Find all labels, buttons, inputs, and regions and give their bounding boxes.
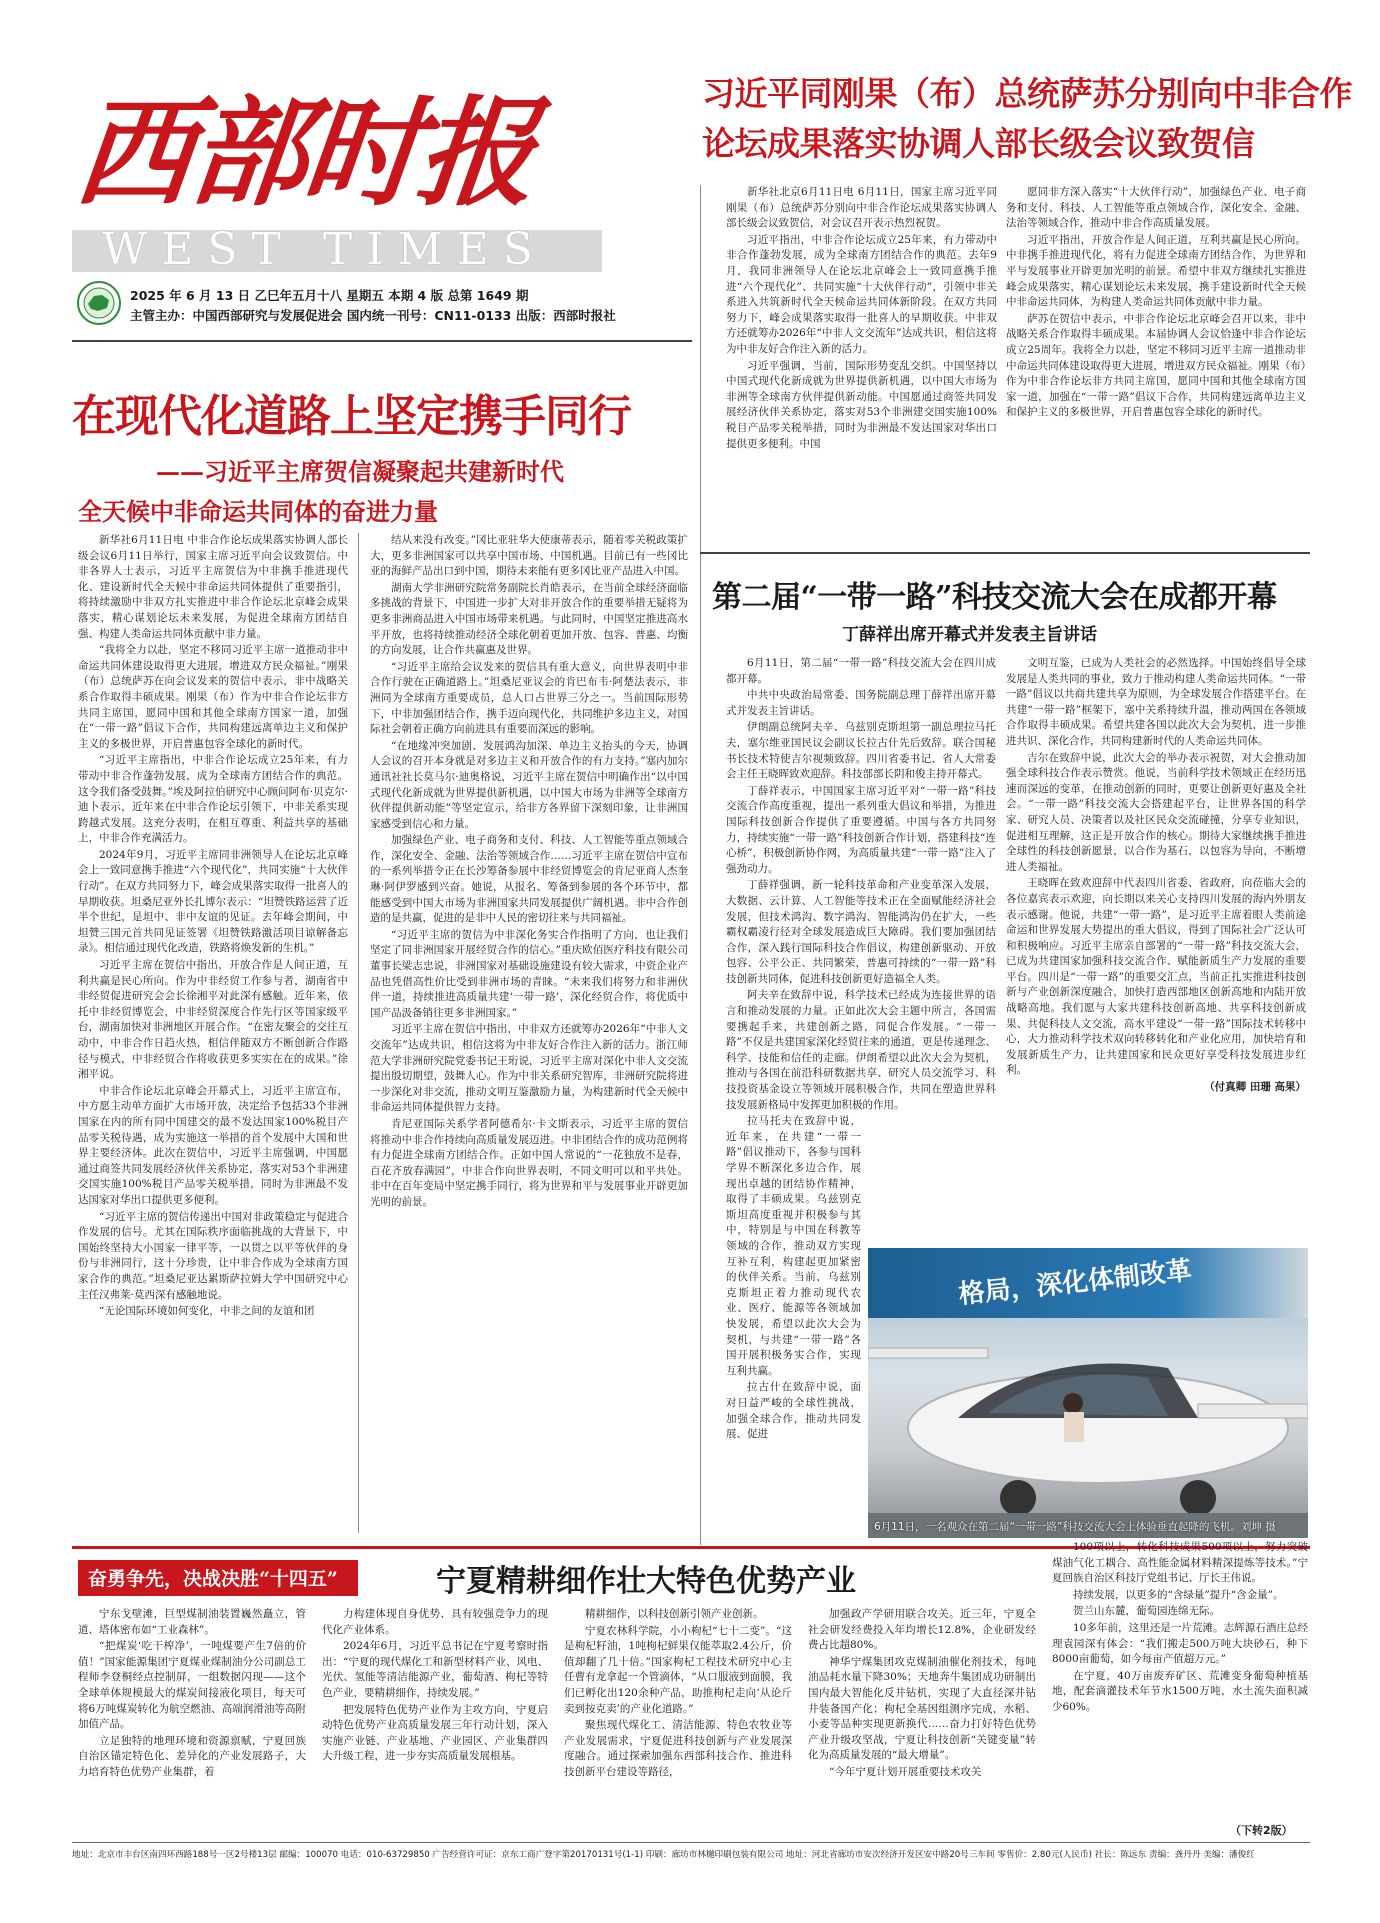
paragraph: 宁东戈壁滩，巨型煤制油装置巍然矗立，管道、塔体密布如“工业森林”。 xyxy=(78,1608,306,1636)
divider xyxy=(358,533,359,1533)
bri-story-subhead: 丁薛祥出席开幕式并发表主旨讲话 xyxy=(842,625,1097,645)
top-story-headline-1: 习近平同刚果（布）总统萨苏分别向中非合作 xyxy=(702,74,1352,113)
paragraph: “无论国际环境如何变化，中非之间的友谊和团 xyxy=(99,1305,315,1318)
paragraph: 湖南大学非洲研究院常务副院长肖皓表示，在当前全球经济面临多挑战的背景下，中国进一步扩大对非开放合作的重要举措无疑将为更多非洲商品进入中国市场带来机遇。与此同时，中国坚定推进高水平开放，也将持续推动经济全球化朝着更加开放、包容、普惠、均衡的方向发展，让合作共赢惠及世界。 xyxy=(370,581,688,657)
paragraph: “把煤炭‘吃干榨净’，一吨煤要产生7倍的价值！”国家能源集团宁夏煤业煤制油分公司副总工程师李登桐经点控制屏，一组数据闪现——这个全球单体规模最大的煤炭间接液化项目，每天可将6万吨煤炭转化为航空燃油、高端润滑油等高附加值产品。 xyxy=(78,1640,306,1731)
paragraph: 把发展特色优势产业作为主攻方向，宁夏启动特色优势产业高质量发展三年行动计划，深入实施产业链、产业基地、产业园区、产业集群四大升级工程，进一步夯实高质量发展根基。 xyxy=(322,1703,548,1763)
top-story-col-1 xyxy=(726,185,997,545)
ningxia-col-5 xyxy=(1052,1540,1308,1818)
paragraph: 拉古什在致辞中说，面对日益严峻的全球性挑战，加强全球合作，推动共同发展、促进 xyxy=(726,1381,861,1441)
divider xyxy=(700,552,1310,554)
aircraft-illustration xyxy=(868,1308,1308,1538)
paragraph: 宁夏农林科学院，小小枸杞“七十二变”。“这是枸杞籽油，1吨枸杞鲜果仅能萃取2.4公斤，价值却翻了几十倍。”国家枸杞工程技术研究中心主任曹有龙拿起一个管滴体，“从口服液到面膜，我们已孵化出120余种产品，助推枸杞走向‘从论斤卖到按克卖’的产业化道路。” xyxy=(564,1624,792,1715)
emblem-icon xyxy=(76,280,122,326)
paragraph: 在宁夏，40万亩废弃矿区、荒滩变身葡萄种植基地，配套滴灌技术年节水1500万吨，水土流失面积减少60%。 xyxy=(1052,1669,1308,1713)
paragraph: 加强绿色产业、电子商务和支付、科技、人工智能等重点领域合作，深化安全、金融、法治等领域合作……习近平主席在贺信中宣布的一系列举措令正在长沙筹备参展中非经贸博览会的肯尼亚商人杰奎琳·阿伊罗感到兴奋。她说，从报名、筹备到参展的各个环节中，都能感受到中国大市场为非洲国家共同发展提供广阔机遇。非中合作创造的是共赢，促进的是非中人民的密切往来与共同福祉。 xyxy=(370,834,688,925)
paragraph: 习近平指出，开放合作是人间正道，互利共赢是民心所向。中非携手推进现代化，将有力促进全球南方团结合作，为世界和平与发展事业开辟更加光明的前景。希望中非双方继续扎实推进峰会成果落实，精心谋划论坛未来发展，携手建设新时代全天候中非命运共同体，为构建人类命运共同体贡献中非力量。 xyxy=(1006,233,1306,309)
photo-caption: 6月11日，一名观众在第二届“一带一路”科技交流大会上体验垂直起降的飞机。刘坤 摄 xyxy=(874,1521,1276,1533)
paragraph: 6月11日，第二届“一带一路”科技交流大会在四川成都开幕。 xyxy=(726,657,996,685)
lead-story-col-1 xyxy=(78,533,348,1533)
paragraph: 丁薛祥表示，中国国家主席习近平对“一带一路”科技交流合作高度重视，提出一系列重大倡议和举措，为推进国际科技创新合作提供了重要遵循。中国与各方共同努力，持续实施“一带一路”科技创新合作计划，搭建科技“连心桥”，积极创新协作网，为高质量共建“一带一路”注入了强劲动力。 xyxy=(726,784,996,875)
paragraph: 吉尔在致辞中说，此次大会的举办表示祝贺，对大会推动加强全球科技合作表示赞赏。他说，当前科学技术领域正在经历迅速而深远的变革，在推动创新的同时，更要让创新更好惠及全社会。“一带一路”科技交流大会搭建起平台，让世界各国的科学家、研究人员、决策者以及社区民众交流碰撞，分享专业知识，促进相互理解，这正是开放合作的核心。期待大家继续携手推进全球性的科技创新愿景，以合作为基石，以包容为导向，不断增进人类福祉。 xyxy=(1006,751,1306,873)
ningxia-col-2 xyxy=(322,1607,548,1907)
paragraph: 丁薛祥强调，新一轮科技革命和产业变革深入发展，大数据、云计算、人工智能等技术正在全面赋能经济社会发展，但技术鸿沟、数字鸿沟、智能鸿沟仍在扩大，一些霸权霸凌行径对全球发展造成巨大障碍。我们要加强团结合作，深入践行国际科技合作倡议，构建创新驱动、开放包容、公平公正、共同繁荣，普惠可持续的“一带一路”科技创新共同体，促进科技创新更好造福全人类。 xyxy=(726,879,996,985)
lead-story-headline: 在现代化道路上坚定携手同行 xyxy=(72,391,631,442)
paragraph: “我将全力以赴，坚定不移同习近平主席一道推动非中命运共同体建设取得更大进展，增进双方民众福祉。”刚果（布）总统萨苏在向会议发来的贺信中表示，非中战略关系合作取得丰硕成果。刚果（布）作为中非合作论坛非方共同主席国，愿同中国和其他全球南方国家一道，加强在“一带一路”倡议下合作，共同构建远离单边主义和保护主义的多极世界，开启普惠包容全球化的新时代。 xyxy=(78,644,348,750)
paragraph: 力构建体现自身优势、具有较强竞争力的现代化产业体系。 xyxy=(322,1608,548,1636)
paragraph: 阿夫辛在致辞中说，科学技术已经成为连接世界的语言和推动发展的力量。正如此次大会主题中所言，各国需要携起手来，共建创新之路，同促合作发展。“一带一路”不仅是共建国家深化经贸往来的通道，更是传递理念、科学、技能和信任的走廊。伊朗希望以此次大会为契机，推动与各国在前沿科研数据共享、研究人员交流学习、科技投资基金设立等领域开展积极合作，共同在塑造世界科技发展新格局中发挥更加积极的作用。 xyxy=(726,989,996,1111)
paragraph: 习近平指出，中非合作论坛成立25年来，有力带动中非合作蓬勃发展，成为全球南方团结合作的典范。去年9月，我同非洲领导人在论坛北京峰会上一致同意携手推进“六个现代化”、共同实施“十大伙伴行动”，引领中非关系进入共筑新时代全天候命运共同体新阶段。在双方共同努力下，峰会成果落实取得一批喜人的早期收获。中非双方还就筹办2026年“中非人文交流年”达成共识，相信这将为中非友好合作注入新的活力。 xyxy=(726,233,997,355)
paragraph: “习近平主席的贺信传递出中国对非政策稳定与促进合作发展的信号。尤其在国际秩序面临挑战的大背景下，中国始终坚持大小国家一律平等，一以贯之以平等伙伴的身份与非洲同行，这十分珍贵，让中非合作成为全球南方国家合作的典范。”坦桑尼亚达累斯萨拉姆大学中国研究中心主任汉弗莱·莫西深有感触地说。 xyxy=(78,1210,348,1301)
paragraph: 精耕细作，以科技创新引领产业创新。 xyxy=(585,1608,764,1620)
section-tag-text: 奋勇争先，决战决胜“十四五” xyxy=(88,1568,338,1590)
top-story-col-2 xyxy=(1006,185,1306,545)
bri-story-headline: 第二届“一带一路”科技交流大会在成都开幕 xyxy=(712,580,1277,615)
section-tag xyxy=(78,1560,358,1596)
paragraph: “今年宁夏计划开展重要技术攻关 xyxy=(829,1765,982,1778)
masthead-title: 西部时报 xyxy=(68,83,540,222)
bri-photo xyxy=(868,1248,1308,1538)
paragraph: 新华社6月11日电 中非合作论坛成果落实协调人部长级会议6月11日举行，国家主席习近平向会议致贺信。中非各界人士表示，习近平主席贺信为中非携手推进现代化、建设新时代全天候中非命运共同体提供了重要指引，将持续激励中非双方扎实推进中非合作论坛北京峰会成果落实，精心谋划论坛未来发展，为促进全球南方团结自强、构建人类命运共同体贡献中非力量。 xyxy=(78,534,348,640)
continued-note: （下转2版） xyxy=(1230,1824,1293,1837)
divider xyxy=(72,340,692,342)
paragraph: 10多年前，这里还是一片荒滩。志辉源石酒庄总经理袁园深有体会：“我们搬走500万吨大块砂石，种下8000亩葡萄，如今每亩产值超万元。” xyxy=(1052,1621,1308,1666)
byline: （付真卿 田珊 高果） xyxy=(1204,1081,1306,1094)
masthead xyxy=(68,60,672,330)
paragraph: 习近平强调，当前，国际形势变乱交织。中国坚持以中国式现代化新成就为世界提供新机遇，以中国大市场为非洲等全球南方伙伴提供新动能。中国愿通过商签共同发展经济伙伴关系协定，落实对53个非洲建交国实施100%税目产品零关税举措，同时为非洲最不发达国家对华出口提供更多便利。中国 xyxy=(726,359,997,450)
masthead-en-title: WEST TIMES xyxy=(102,224,547,275)
ningxia-col-1 xyxy=(78,1607,306,1907)
paragraph: 新华社北京6月11日电 6月11日，国家主席习近平同刚果（布）总统萨苏分别向中非合作论坛成果落实协调人部长级会议致贺信，对会议召开表示热烈祝贺。 xyxy=(726,186,997,230)
paragraph: 肯尼亚国际关系学者阿德希尔·卡文斯表示，习近平主席的贺信将推动中非合作持续向高质量发展迈进。中非团结合作的成功范例将有力促进全球南方团结合作。正如中国人常说的“一花独放不是春，百花齐放春满园”，中非合作向世界表明，不同文明可以和平共处。非中在百年变局中坚定携手同行，将为世界和平与发展事业开辟更加光明的前景。 xyxy=(370,1117,688,1208)
ningxia-headline: 宁夏精耕细作壮大特色优势产业 xyxy=(436,1564,856,1599)
photo-banner-text: 格局，深化体制改革 xyxy=(957,1255,1194,1311)
divider xyxy=(700,185,701,1545)
paragraph: 神华宁煤集团攻克煤制油催化剂技术，每吨油品耗水量下降30%；天地奔牛集团成功研制出国内最大智能化反井钻机，实现了大直径深井钻井装备国产化；枸杞全基因组测序完成，水稻、小麦等品种实现更新换代……奋力打好特色优势产业升级攻坚战，宁夏让科技创新“关键变量”转化为高质量发展的“最大增量”。 xyxy=(808,1655,1036,1762)
sponsor-line: 主管主办：中国西部研究与发展促进会 国内统一刊号：CN11-0133 出版：西部时报社 xyxy=(130,308,616,323)
bri-story-col-2 xyxy=(1006,656,1306,1241)
paragraph: 文明互鉴，已成为人类社会的必然选择。中国始终倡导全球发展是人类共同的事业，致力于推动构建人类命运共同体。“一带一路”倡议以共商共建共享为原则，为全球发展合作搭建平台。在共建“一带一路”框架下，塞中关系持续升温，推动两国在各领域合作取得丰硕成果。希望共建各国以此次大会为契机，进一步推进共识、深化合作，共同构建新时代的人类命运共同体。 xyxy=(1006,657,1306,747)
ningxia-col-4 xyxy=(808,1607,1036,1907)
footer-info: 地址：北京市丰台区南四环西路188号一区2号楼13层 邮编：100070 电话：010-63729850 广告经营许可证：京东工商广登字第20170131号(1-1) 印刷：廊坊市林樾印刷包装有限公司 地址：河北省廊坊市安次经济开发区安中路20号三车间 零售价：2.80元(人民币) 社长：陈远东 责编：龚丹丹 美编：潘俊红 xyxy=(72,1850,1255,1860)
paragraph: 持续发展，以更多的“含绿量”提升“含金量”。 xyxy=(1073,1588,1284,1601)
paragraph: “在地缘冲突加剧、发展鸿沟加深、单边主义抬头的今天，协调人会议的召开本身就是对多边主义和开放合作的有力支持。”塞内加尔通讯社社长莫马尔·迪奥格说，习近平主席在贺信中明确作出“以中国式现代化新成就为世界提供新机遇，以中国大市场为非洲等全球南方伙伴提供新动能”等坚定宣示，给非方各界留下深刻印象，让非洲国家感受到信心和力量。 xyxy=(370,739,688,830)
paragraph: 100项以上，转化科技成果500项以上，努力突破煤油气化工耦合、高性能金属材料精深提炼等技术。”宁夏回族自治区科技厅党组书记、厅长王伟说。 xyxy=(1052,1541,1308,1585)
paragraph: 萨苏在贺信中表示，中非合作论坛北京峰会召开以来，非中战略关系合作取得丰硕成果。本届协调人会议恰逢中非合作论坛成立25周年。我将全力以赴，坚定不移同习近平主席一道推动非中命运共同体建设取得更大进展，增进双方民众福祉。刚果（布）作为中非合作论坛非方共同主席国，愿同中国和其他全球南方国家一道，加强在“一带一路”倡议下合作，共同构建远离单边主义和保护主义的多极世界，开启普惠包容全球化的新时代。 xyxy=(1006,312,1306,419)
paragraph: 习近平主席在贺信中指出，中非双方还就筹办2026年“中非人文交流年”达成共识，相信这将为中非友好合作注入新的活力。浙江师范大学非洲研究院党委书记王珩说，习近平主席对深化中非人文交流提出殷切期望，鼓舞人心。作为中非关系研究智库，非洲研究院将进一步深化对非交流，推动文明互鉴激励力量，为构建新时代全天候中非命运共同体提供智力支持。 xyxy=(370,1023,688,1114)
paragraph: 聚焦现代煤化工、清洁能源、特色农牧业等产业发展需求，宁夏促进科技创新与产业发展深度融合。通过探索加强东西部科技合作、推进科技创新平台建设等路径， xyxy=(564,1719,792,1778)
divider xyxy=(72,1842,1310,1843)
paragraph: 伊朗副总统阿夫辛、乌兹别克斯坦第一副总理拉马托夫，塞尔维亚国民议会副议长拉古什先后致辞。联合国秘书长技术特使吉尔视频致辞。四川省委书记、省人大常委会主任王晓晖致欢迎辞。科技部部长阴和俊主持开幕式。 xyxy=(726,721,996,781)
paragraph: 2024年6月，习近平总书记在宁夏考察时指出：“宁夏的现代煤化工和新型材料产业、风电、光伏、氢能等清洁能源产业，葡萄酒、枸杞等特色产业，要精耕细作，持续发展。” xyxy=(322,1640,548,1699)
ningxia-col-3 xyxy=(564,1607,792,1907)
paragraph: 王晓晖在致欢迎辞中代表四川省委、省政府，向莅临大会的各位嘉宾表示欢迎，向长期以来关心支持四川发展的海内外朋友表示感谢。他说，共建“一带一路”，是习近平主席着眼人类前途命运和世界发展大势提出的重大倡议，得到了国际社会广泛认可和积极响应。习近平主席亲自部署的“一带一路”科技交流大会，已成为共建国家加强科技交流合作、赋能新质生产力发展的重要平台。四川是“一带一路”的重要交汇点，当前正扎实推进科技创新与产业创新深度融合，加快打造西部地区创新高地和内陆开放战略高地。我们愿与大家共建科技创新高地、共享科技创新成果、共促科技人文交流，高水平建设“一带一路”国际技术转移中心，大力推动科学技术双向转移转化和产业化应用，加快培育和发展新质生产力，让共建国家和民众更好享受科技发展进步红利。 xyxy=(1006,877,1306,1077)
paragraph: 2024年9月，习近平主席同非洲领导人在论坛北京峰会上一致同意携手推进“六个现代化”，共同实施“十大伙伴行动”。在双方共同努力下，峰会成果落实取得一批喜人的早期收获。坦桑尼亚外长扎博尔表示：“坦赞铁路运营了近半个世纪，是坦中、非中友谊的见证。去年峰会期间，中坦赞三国元首共同见证签署《坦赞铁路激活项目谅解备忘录》。相信通过现代化改造，铁路将焕发新的生机。” xyxy=(78,848,348,955)
paragraph: 中共中央政治局常委、国务院副总理丁薛祥出席开幕式并发表主旨讲话。 xyxy=(726,689,996,717)
paragraph: 结从来没有改变。”冈比亚驻华大使康蒂表示，随着零关税政策扩大，更多非洲国家可以共享中国市场、中国机遇。目前已有一些冈比亚的海鲜产品出口到中国，期待未来能有更多冈比亚产品进入中国。 xyxy=(370,534,688,578)
paragraph: 拉马托夫在致辞中说，近年来，在共建“一带一路”倡议推动下，各参与国科学界不断深化多边合作，展现出卓越的团结协作精神，取得了丰硕成果。乌兹别克斯坦高度重视并积极参与其中，特别是与中国在科教等领域的合作，推动双方实现互补互利，构建起更加紧密的伙伴关系。当前，乌兹别克斯坦正着力推动现代农业、医疗、能源等各领域加快发展，希望以此次大会为契机，与共建“一带一路”各国开展积极务实合作，实现互利共赢。 xyxy=(726,1115,861,1377)
paragraph: “习近平主席指出，中非合作论坛成立25年来，有力带动中非合作蓬勃发展，成为全球南方团结合作的典范。这令我们备受鼓舞。”埃及阿拉伯研究中心顾问阿布·贝克尔·迪卜表示，近年来在中非合作论坛引领下，中非关系实现跨越式发展。这充分表明，在相互尊重、利益共享的基础上，中非合作充满活力。 xyxy=(78,754,348,845)
issue-line: 2025 年 6 月 13 日 乙巳年五月十八 星期五 本期 4 版 总第 1649 期 xyxy=(130,288,529,303)
paragraph: 习近平主席在贺信中指出，开放合作是人间正道，互利共赢是民心所向。作为中非经贸工作参与者，湖南省中非经贸促进研究会会长徐湘平对此深有感触。近年来，依托中非经贸博览会，中非经贸深度合作先行区等国家级平台，湖南加快对非洲地区开展合作。“在密友聚会的交往互动中，中非合作日趋火热，相信伴随双方不断创新合作路径与模式，中非经贸合作将收获更多实实在在的成果。”徐湘平说。 xyxy=(78,959,348,1081)
paragraph: 贺兰山东麓，葡萄园连绵无际。 xyxy=(1073,1605,1220,1618)
paragraph: 立足独特的地理环境和资源禀赋，宁夏回族自治区锚定特色化、差异化的产业发展路子，大力培育特色优势产业集群，着 xyxy=(78,1734,306,1778)
top-story-headline-2: 论坛成果落实协调人部长级会议致贺信 xyxy=(702,124,1255,163)
lead-story-col-2 xyxy=(370,533,688,1533)
paragraph: “习近平主席的贺信为中非深化务实合作指明了方向，也让我们坚定了同非洲国家开展经贸合作的信心。”重庆欧佰医疗科技有限公司董事长梁志忠说，非洲国家对基础设施建设有较大需求，中资企业产品也凭借高性价比受到非洲市场的青睐。“未来我们将努力和非洲伙伴一道，持续推进高质量共建‘一带一路’，深化经贸合作，将优质中国产品汲备销往更多非洲国家。” xyxy=(370,928,688,1019)
paragraph: 加强政产学研用联合攻关。近三年，宁夏全社会研发经费投入年均增长12.8%，企业研发经费占比超80%。 xyxy=(808,1608,1036,1652)
paragraph: 中非合作论坛北京峰会开幕式上，习近平主席宣布，中方愿主动单方面扩大市场开放，决定给予包括33个非洲国家在内的所有同中国建交的最不发达国家100%税目产品零关税待遇，成为实施这一举措的首个发展中大国和世界主要经济体。此次在贺信中，习近平主席强调，中国愿通过商签共同发展经济伙伴关系协定，落实对53个非洲建交国实施100%税目产品零关税举措，同时为非洲最不发达国家对华出口提供更多便利。 xyxy=(78,1084,348,1206)
paragraph: “习近平主席给会议发来的贺信具有重大意义，向世界表明中非合作行驶在正确道路上。”坦桑尼亚议会的肯巴布韦·阿楚法表示，非洲同为全球南方重要成员，总人口占世界三分之一。当前国际形势下，中非加强团结合作，携手迈向现代化，共同维护多边主义，对国际社会朝着正确方向前进具有重要而深远的影响。 xyxy=(370,660,688,736)
paragraph: 愿同非方深入落实“十大伙伴行动”，加强绿色产业、电子商务和支付、科技、人工智能等重点领域合作，深化安全、金融、法治等领域合作，推动中非合作高质量发展。 xyxy=(1006,186,1306,230)
lead-story-subhead-1: ——习近平主席贺信凝聚起共建新时代 xyxy=(156,457,564,486)
lead-story-subhead-2: 全天候中非命运共同体的奋进力量 xyxy=(78,497,438,526)
